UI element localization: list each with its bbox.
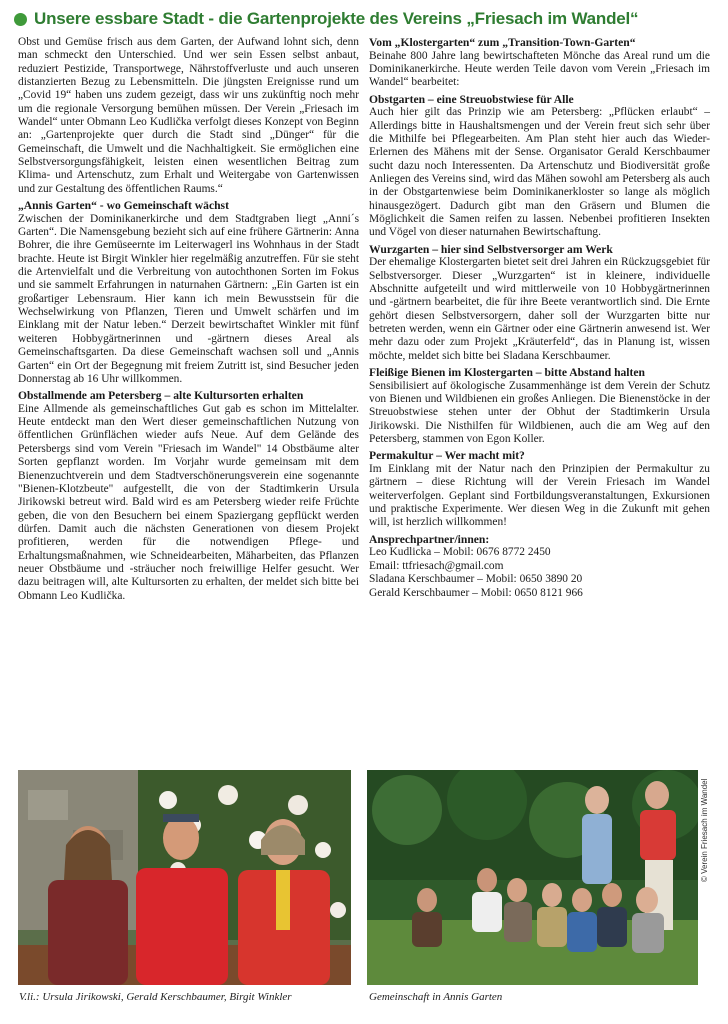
photo-three-gardeners (18, 770, 351, 985)
intro-paragraph: Obst und Gemüse frisch aus dem Garten, der Aufwand lohnt sich, denn man schmeckt den Unterschied. Und wer sein Essen selbst anbaut, reduziert Pestizide, Transportwege, Nährstoffverluste und auch unseren distanzierten Bezug zu Lebensmitteln. Die jüngsten Ereignisse rund um „Covid 19“ haben uns zudem gezeigt, dass wir uns zukünftig noch mehr um die regionale Versorgung bemühen müssen. Der Verein „Friesach im Wandel“ unter Obmann Leo Kudlička verfolgt dieses Konzept von Beginn an: „Gartenprojekte quer durch die Stadt sind „Dünger“ für die Gemeinschaft, die Umwelt und die Nachhaltigkeit. Sie ermöglichen eine Selbstversorgungsfähigkeit, leisten einen wesentlichen Beitrag zum Klima- und Artenschutz, zum Erhalt und Weitergabe von Gartenwissen und zur Gestaltung des öffentlichen Raums.“ (18, 36, 359, 195)
article-title: Unsere essbare Stadt - die Gartenprojekte des Vereins „Friesach im Wandel“ (34, 9, 639, 28)
left-column (18, 36, 359, 603)
bienen-heading: Fleißige Bienen im Klostergarten – bitte Abstand halten (369, 366, 645, 379)
klostergarten-heading: Vom „Klostergarten“ zum „Transition-Town-Garten“ (369, 36, 636, 49)
obstgarten-paragraph: Auch hier gilt das Prinzip wie am Petersberg: „Pflücken erlaubt“ – Allerdings bitte in Haushaltsmengen und der Verein freut sich sehr über die Mithilfe bei Pflegearbeiten. Am Plan steht hier auch das Wieder-Erlernen des Mähens mit der Sense. Organisator Gerald Kerschbaumer sucht dazu noch Interessenten. Da Artenschutz und Biodiversität große Anliegen des Vereins sind, wird das Mähen sowohl am Petersberg als auch in der Obstgartenwiese beim Dominikanerkloster so lange als möglich hinausgezögert. Dadurch gibt man den Gräsern und Blumen die Möglichkeit die Samen reifen zu lassen. Nebenbei profitieren Insekten und Vögel von dieser naturnahen Bewirtschaftung. (369, 106, 710, 239)
permakultur-heading: Permakultur – Wer macht mit? (369, 449, 525, 463)
wurzgarten-paragraph: Der ehemalige Klostergarten bietet seit drei Jahren ein Rückzugsgebiet für Selbstversorger. Dieser „Wurzgarten“ ist in kleinere, individuelle Abschnitte aufgeteilt und wird mittlerweile von 10 Hobbygärtnerinnen und -gärtnern bearbeitet, die für ihre Beete verantwortlich sind. Die Ernte gehört diesen Selbstversorgern, daher soll der Wurzgarten bitte nur betreten werden, wenn ein Gärtner oder eine Gärtnerin anwesend ist. Wer mehr dazu oder zum Projekt „Kräuterfeld“, das in Planung ist, wissen möchte, meldet sich bitte bei Sladana Kerschbaumer. (369, 256, 710, 362)
bienen-paragraph: Sensibilisiert auf ökologische Zusammenhänge ist dem Verein der Schutz von Bienen und Wildbienen ein großes Anliegen. Die Bienenstöcke in der Streuobstwiese stehen unter der Obhut der Stadtimkerin Ursula Jirikowski. Die Nisthilfen für Wildbienen, auch die am Weg auf den Petersberg, stammen von Egon Koller. (369, 379, 710, 445)
contacts-heading: Ansprechpartner/innen: (369, 532, 490, 546)
obstallmende-paragraph: Eine Allmende als gemeinschaftliches Gut gab es schon im Mittelalter. Heute entdeckt man den Wert dieser gemeinschaftlichen Nutzung von öffentlichen Grünflächen wieder aufs Neue. Auf dem Gelände des Petersbergs sind vom Verein "Friesach im Wandel" 14 Obstbäume alter Sorten gepflanzt worden. Im Vorjahr wurde gemeinsam mit dem Bienenzuchtverein und dem Stadtverschönerungsverein eine sogenannte "Bienen-Klotzbeute" aufgestellt, die von der Stadtimkerin Ursula Jirikowski betreut wird. Bald wird es am Petersberg wieder reife Früchte geben, die von den Besuchern bei einem Spaziergang gepflückt werden dürfen. Damit auch die nächsten Generationen von diesem Projekt profitieren, werden für die notwendigen Pflege- und Erhaltungsmaßnahmen, wie Schneidearbeiten, Mäharbeiten, das Pflanzen neuer Obstbäume und -sträucher noch freiwillige Helfer gesucht. Wer dazu beitragen will, alte Kultursorten zu erhalten, der meldet sich bitte bei Obmann Leo Kudlička. (18, 402, 359, 602)
obstgarten-heading: Obstgarten – eine Streuobstwiese für Alle (369, 92, 574, 106)
right-photo-caption: Gemeinschaft in Annis Garten (369, 991, 503, 1003)
obstallmende-heading: Obstallmende am Petersberg – alte Kultursorten erhalten (18, 389, 304, 403)
wurzgarten-heading: Wurzgarten – hier sind Selbstversorger am Werk (369, 242, 613, 256)
annis-garten-heading: „Annis Garten“ - wo Gemeinschaft wächst (18, 199, 229, 213)
annis-garten-paragraph: Zwischen der Dominikanerkirche und dem Stadtgraben liegt „Anni´s Garten“. Die Namensgebung bezieht sich auf eine frühere Gärtnerin: Anna Bohrer, die ihre Gemüseernte im Leiterwagerl ins Wohnhaus in der Stadt brachte. Heute ist Birgit Winkler hier regelmäßig anzutreffen. Für sie steht die Artenvielfalt und die Verbreitung von autochthonen Sorten im Fokus und sie sammelt Erfahrungen in naturnahen Gärtnern: „Ein Garten ist ein großartiger Lebensraum. Hier kann ich mein Bewusstsein für die Wechselwirkung von Pflanzen, Tieren und Umwelt schärfen und im Einklang mit der Natur leben.“ Derzeit bewirtschaftet Winkler mit fünf weiteren Hobbygärtnerinnen und -gärtnern dieses Areal als Gemeinschaftsgarten. Da diese Gemeinschaft wachsen soll und „Annis Garten“ ein Ort der Begegnung mit freiem Zutritt ist, sind Besucher jeden Donnerstag ab 16 Uhr willkommen. (18, 212, 359, 385)
contact-line: Email: ttfriesach@gmail.com (369, 559, 504, 572)
permakultur-paragraph: Im Einklang mit der Natur nach den Prinzipien der Permakultur zu gärtnern – diese Richtung will der Verein Friesach im Wandel weiterverfolgen. Geplant sind Fortbildungsveranstaltungen, Exkursionen und praktische Experimente. Wer diesen Weg in die Zukunft mit gehen will, ist herzlich willkommen! (369, 462, 710, 529)
photo-three-gardeners-illustration (18, 770, 351, 985)
green-bullet-icon (14, 13, 27, 26)
contact-line: Sladana Kerschbaumer – Mobil: 0650 3890 20 (369, 573, 583, 586)
left-photo-caption: V.li.: Ursula Jirikowski, Gerald Kerschbaumer, Birgit Winkler (19, 991, 292, 1003)
right-column (369, 36, 710, 601)
photo-community-garden-illustration (367, 770, 698, 985)
photo-credit: © Verein Friesach im Wandel (700, 778, 709, 882)
photo-community-garden (367, 770, 698, 985)
article-header (14, 6, 718, 32)
klostergarten-paragraph: Beinahe 800 Jahre lang bewirtschafteten Mönche das Areal rund um die Dominikanerkirche. Heute werden Teile davon vom Verein „Friesach im Wandel“ bearbeitet: (369, 49, 710, 89)
contact-line: Gerald Kerschbaumer – Mobil: 0650 8121 966 (369, 587, 583, 599)
contact-line: Leo Kudlicka – Mobil: 0676 8772 2450 (369, 546, 551, 559)
